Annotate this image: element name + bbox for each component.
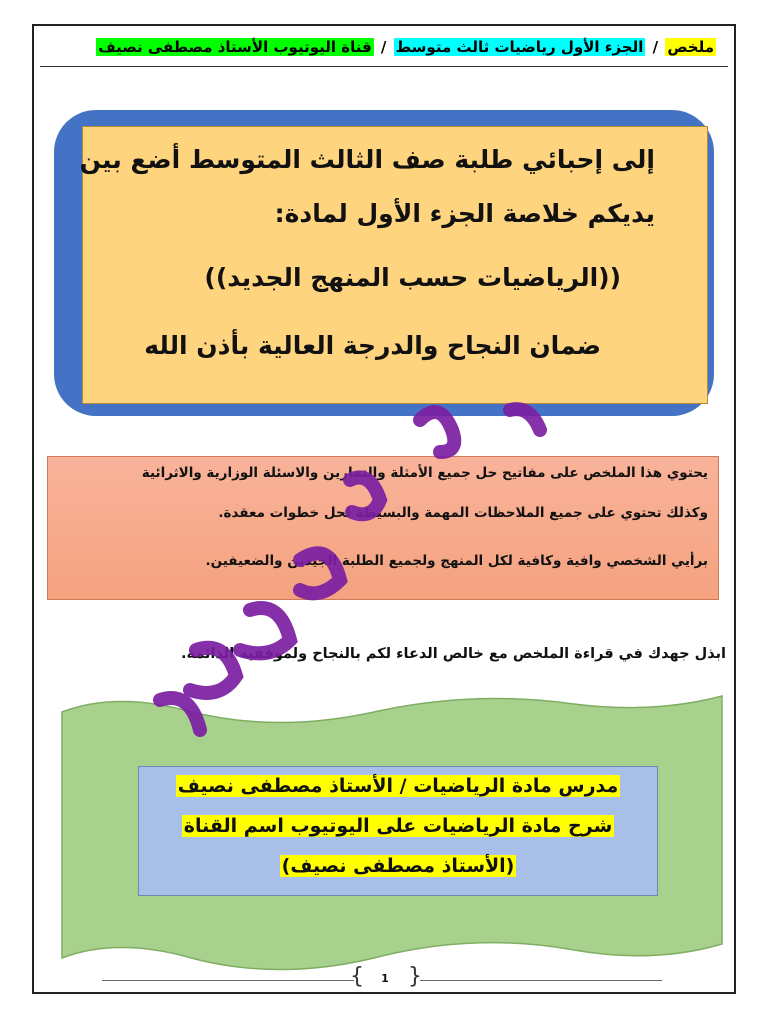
intro-line-3: ((الرياضيات حسب المنهج الجديد)) — [204, 263, 621, 292]
description-line-2: وكذلك تحتوي على جميع الملاحظات المهمة والبسيطة لحل خطوات معقدة. — [218, 505, 708, 521]
intro-line-2: يديكم خلاصة الجزء الأول لمادة: — [274, 199, 655, 228]
footer-brace-right: } — [408, 964, 422, 989]
intro-box — [79, 126, 708, 404]
page-header — [96, 38, 716, 56]
prayer-text: ابذل جهدك في قراءة الملخص مع خالص الدعاء لكم بالنجاح ولموفقيه الدائمة. — [180, 646, 726, 662]
header-separator: / — [652, 38, 659, 56]
teacher-line-3 — [139, 855, 657, 877]
intro-line-1: إلى إحبائي طلبة صف الثالث المتوسط أضع بين — [79, 145, 655, 174]
teacher-line-3-text: (الأستاذ مصطفى نصيف) — [281, 855, 515, 877]
header-summary: ملخص — [667, 38, 714, 56]
intro-line-4: ضمان النجاح والدرجة العالية بأذن الله — [144, 331, 601, 360]
teacher-box — [138, 766, 658, 896]
footer-rule-right — [420, 980, 662, 981]
description-box — [47, 456, 719, 600]
footer-brace-left: { — [350, 964, 364, 989]
teacher-line-1 — [139, 775, 657, 797]
page-number: 1 — [381, 972, 389, 985]
header-separator: / — [380, 38, 387, 56]
teacher-line-2-text: شرح مادة الرياضيات على اليوتيوب اسم القناة — [183, 815, 613, 837]
header-channel: قناة اليوتيوب الأستاذ مصطفى نصيف — [98, 38, 372, 56]
teacher-line-2 — [139, 815, 657, 837]
footer-rule-left — [102, 980, 354, 981]
teacher-line-1-text: مدرس مادة الرياضيات / الأستاذ مصطفى نصيف — [177, 775, 619, 797]
header-rule — [40, 66, 728, 67]
description-line-1: يحتوي هذا الملخص على مفاتيح حل جميع الأمثلة والتمارين والاسئلة الوزارية والاثرائية — [141, 465, 708, 481]
header-subject: الجزء الأول رياضيات ثالث متوسط — [395, 38, 644, 56]
description-line-3: برأيي الشخصي وافية وكافية لكل المنهج ولجميع الطلبة الجيدين والضعيفين. — [205, 553, 708, 569]
